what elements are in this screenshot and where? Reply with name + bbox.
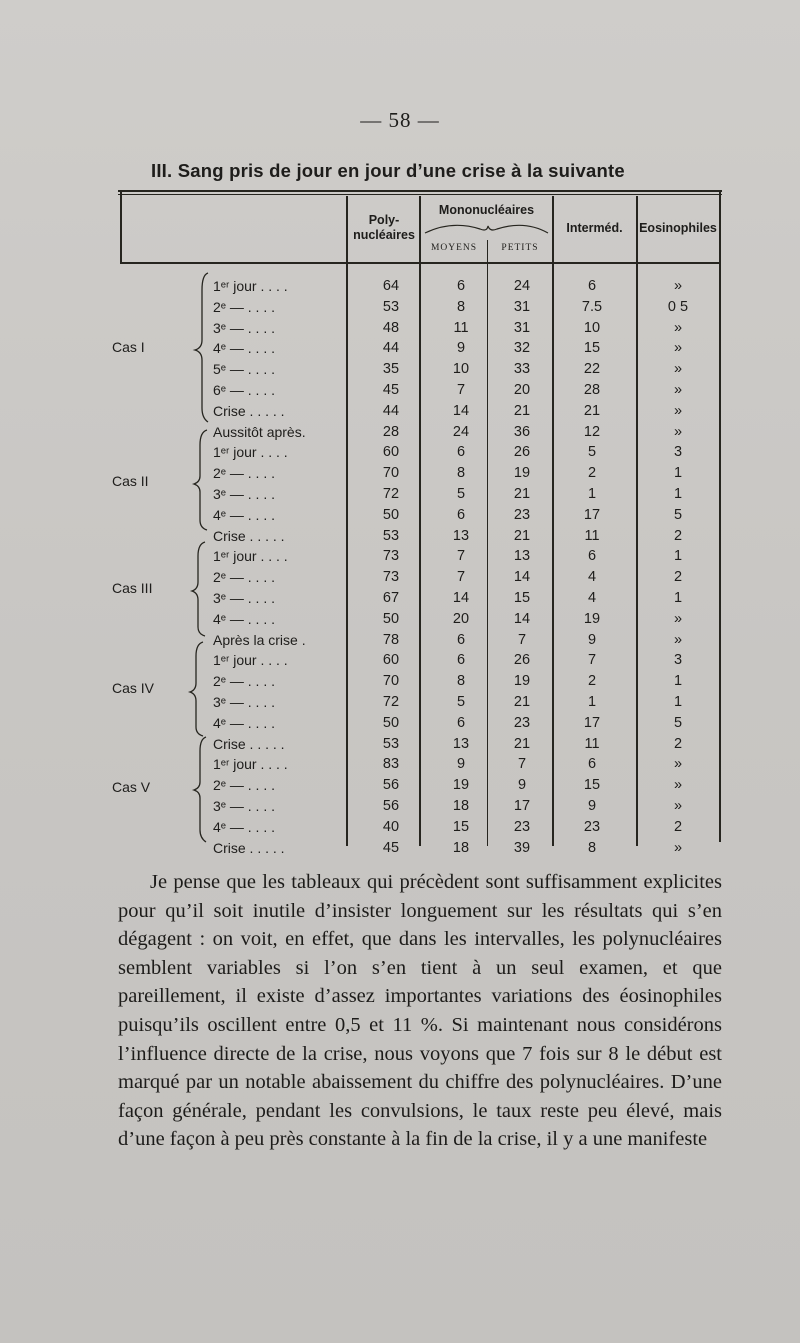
table-row [0,840,800,860]
table-header-rule [122,262,720,264]
cell-moyens: 8 [456,465,466,482]
row-label: Crise . . . . . [213,839,285,856]
cell-intermed: 6 [587,278,597,294]
cell-eosino: » [673,423,683,440]
cell-poly: 44 [382,340,400,357]
cell-petits: 31 [513,319,531,336]
cell-poly: 70 [382,465,400,482]
row-label: 3ᵉ — . . . . [213,590,275,606]
cell-intermed: 10 [583,319,601,336]
table-row [0,819,800,839]
row-label: 4ᵉ — . . . . [213,340,275,357]
cell-eosino: 2 [673,735,683,752]
table-row [0,590,800,610]
cell-petits: 32 [513,340,531,357]
row-label: Crise . . . . . [213,402,285,419]
cell-moyens: 6 [456,278,466,294]
cell-poly: 60 [382,444,400,461]
cell-moyens: 14 [452,590,470,606]
row-label: 2ᵉ — . . . . [213,465,275,482]
cell-eosino: » [673,777,683,794]
cell-moyens: 20 [452,610,470,627]
header-poly-line2: nucléaires [353,228,415,242]
table-left-border [120,192,122,264]
cell-poly: 56 [382,798,400,814]
body-paragraph [118,868,722,1154]
cell-moyens: 8 [456,298,466,315]
cell-moyens: 9 [456,340,466,357]
cell-intermed: 11 [584,735,600,752]
table-row [0,444,800,464]
cell-moyens: 24 [452,423,470,440]
case-label: Cas IV [112,680,155,696]
cell-eosino: 2 [673,569,683,586]
cell-eosino: 3 [673,652,683,669]
page-number: — 58 — [360,108,440,132]
cell-moyens: 13 [452,735,470,752]
cell-moyens: 6 [456,444,466,461]
cell-petits: 9 [517,777,527,794]
cell-eosino: » [673,756,683,773]
cell-petits: 7 [517,631,527,648]
case-label: Cas III [112,580,153,596]
row-label: Crise . . . . . [213,527,285,544]
cell-intermed: 17 [583,506,601,523]
cell-petits: 21 [513,402,531,419]
cell-eosino: » [673,631,683,648]
cell-petits: 26 [513,652,531,669]
cell-eosino: 5 [673,714,683,731]
table-row [0,569,800,589]
table-row [0,424,800,444]
cell-eosino: 5 [673,506,683,523]
cell-intermed: 4 [587,590,597,606]
table-row [0,673,800,693]
cell-eosino: » [673,361,683,378]
case-label: Cas V [112,779,151,795]
cell-intermed: 28 [583,382,601,398]
table-row [0,361,800,381]
cell-poly: 78 [382,631,400,648]
cell-intermed: 23 [583,818,601,835]
cell-eosino: 1 [673,590,683,606]
cell-poly: 40 [382,818,400,835]
cell-poly: 45 [382,382,400,398]
cell-intermed: 15 [583,340,601,357]
cell-eosino: 2 [673,818,683,835]
table-row [0,507,800,527]
header-petits: PETITS [501,243,539,253]
cell-eosino: » [673,798,683,814]
table-row [0,777,800,797]
table-row [0,320,800,340]
cell-eosino: 1 [673,465,683,482]
section-title: III. Sang pris de jour en jour d’une crise à la suivante [151,160,625,181]
cell-poly: 44 [382,402,400,419]
cell-petits: 14 [513,610,531,627]
cell-poly: 28 [382,423,400,440]
cell-moyens: 14 [452,402,470,419]
cell-eosino: 0 5 [667,298,689,315]
table-top-rule [118,190,722,192]
cell-petits: 31 [513,298,531,315]
cell-moyens: 6 [456,631,466,648]
cell-intermed: 1 [587,694,597,710]
row-label: 3ᵉ — . . . . [213,694,275,710]
table-row [0,611,800,631]
paragraph-text: Je pense que les tableaux qui précèdent sont suffisamment explicites pour qu’il soit inutile d’insister longuement sur les résultats qui s’en dégagent : on voit, en effet, que dans les intervalles, les polynucléaires semblent variables si l’on s’en tient à un seul examen, et que pareillement, il existe d’assez importantes variations des éosinophiles puisqu’ils oscillent entre 0,5 et 11 %. Si maintenant nous considérons l’influence directe de la crise, nous voyons que 7 fois sur 8 le début est marqué par un notable abaissement du chiffre des polynucléaires. D’une façon générale, pendant les convulsions, le taux reste peu élevé, mais d’une façon à peu près constante à la fin de la crise, il y a une manifeste [118,871,722,1151]
table-row [0,652,800,672]
cell-poly: 53 [382,735,400,752]
cell-moyens: 7 [456,382,466,398]
row-label: Crise . . . . . [213,735,285,752]
table-row [0,715,800,735]
cell-eosino: 2 [673,527,683,544]
cell-poly: 50 [382,714,400,731]
cell-intermed: 9 [587,798,597,814]
row-label: 2ᵉ — . . . . [213,673,275,690]
row-label: 3ᵉ — . . . . [213,319,275,336]
cell-moyens: 8 [456,673,466,690]
cell-petits: 15 [513,590,531,606]
cell-petits: 21 [513,486,531,502]
cell-petits: 17 [513,798,531,814]
table-row [0,694,800,714]
header-eosino: Eosinophiles [639,221,717,235]
cell-poly: 53 [382,527,400,544]
cell-eosino: » [673,319,683,336]
cell-poly: 64 [382,278,400,294]
header-poly [349,213,419,243]
cell-intermed: 12 [583,423,601,440]
cell-eosino: 3 [673,444,683,461]
cell-poly: 45 [382,839,400,856]
table-row [0,528,800,548]
cell-eosino: » [673,340,683,357]
cell-petits: 23 [513,714,531,731]
case-label: Cas I [112,339,145,355]
table-row [0,382,800,402]
cell-intermed: 9 [587,631,597,648]
cell-poly: 60 [382,652,400,669]
row-label: 1ᵉʳ jour . . . . [213,278,288,294]
cell-poly: 70 [382,673,400,690]
table-top-rule-inner [118,194,722,195]
cell-petits: 23 [513,506,531,523]
row-label: 4ᵉ — . . . . [213,610,275,627]
cell-moyens: 5 [456,694,466,710]
cell-moyens: 19 [452,777,470,794]
cell-intermed: 21 [583,402,601,419]
cell-intermed: 1 [587,486,597,502]
cell-petits: 24 [513,278,531,294]
cell-moyens: 7 [456,548,466,565]
row-label: 4ᵉ — . . . . [213,714,275,731]
cell-petits: 36 [513,423,531,440]
cell-petits: 14 [513,569,531,586]
table-row [0,278,800,298]
row-label: 4ᵉ — . . . . [213,818,275,835]
cell-eosino: 1 [673,486,683,502]
row-label: 1ᵉʳ jour . . . . [213,548,288,565]
row-label: 2ᵉ — . . . . [213,569,275,586]
row-label: Aussitôt après. [213,423,306,440]
table-row [0,340,800,360]
cell-intermed: 8 [587,839,597,856]
cell-intermed: 6 [587,548,597,565]
cell-intermed: 19 [583,610,601,627]
cell-petits: 21 [513,694,531,710]
row-label: 2ᵉ — . . . . [213,298,275,315]
cell-poly: 72 [382,486,400,502]
cell-eosino: » [673,382,683,398]
case-label: Cas II [112,473,149,489]
cell-intermed: 15 [583,777,601,794]
cell-intermed: 7.5 [581,298,603,315]
table-row [0,798,800,818]
cell-poly: 73 [382,548,400,565]
cell-eosino: » [673,278,683,294]
table-row [0,632,800,652]
cell-eosino: 1 [673,694,683,710]
cell-poly: 73 [382,569,400,586]
table-row [0,548,800,568]
cell-intermed: 6 [587,756,597,773]
cell-intermed: 5 [587,444,597,461]
cell-poly: 67 [382,590,400,606]
header-poly-line1: Poly- [368,213,400,227]
cell-intermed: 2 [587,465,597,482]
cell-poly: 72 [382,694,400,710]
cell-poly: 48 [382,319,400,336]
cell-petits: 19 [513,465,531,482]
cell-intermed: 7 [587,652,597,669]
cell-eosino: 1 [673,673,683,690]
row-label: Après la crise . [213,631,306,648]
cell-poly: 35 [382,361,400,378]
table-row [0,403,800,423]
cell-moyens: 6 [456,714,466,731]
cell-intermed: 2 [587,673,597,690]
row-label: 3ᵉ — . . . . [213,486,275,502]
cell-poly: 83 [382,756,400,773]
cell-moyens: 7 [456,569,466,586]
row-label: 1ᵉʳ jour . . . . [213,444,288,461]
cell-poly: 50 [382,506,400,523]
cell-moyens: 13 [452,527,470,544]
cell-eosino: » [673,839,683,856]
cell-eosino: 1 [673,548,683,565]
table-row [0,486,800,506]
cell-moyens: 18 [452,839,470,856]
cell-poly: 56 [382,777,400,794]
row-label: 1ᵉʳ jour . . . . [213,756,288,773]
cell-moyens: 5 [456,486,466,502]
header-moyens: MOYENS [430,243,478,253]
row-label: 6ᵉ — . . . . [213,382,275,398]
cell-eosino: » [673,610,683,627]
cell-poly: 50 [382,610,400,627]
cell-moyens: 15 [452,818,470,835]
table-row [0,756,800,776]
cell-moyens: 6 [456,506,466,523]
cell-petits: 20 [513,382,531,398]
cell-petits: 19 [513,673,531,690]
header-mono: Mononucléaires [438,203,535,217]
cell-petits: 39 [513,839,531,856]
table-row [0,465,800,485]
cell-intermed: 17 [583,714,601,731]
row-label: 4ᵉ — . . . . [213,506,275,523]
cell-moyens: 11 [453,319,469,336]
row-label: 1ᵉʳ jour . . . . [213,652,288,669]
row-label: 5ᵉ — . . . . [213,361,275,378]
header-intermed: Interméd. [566,221,623,235]
cell-intermed: 11 [584,527,600,544]
cell-petits: 21 [513,527,531,544]
cell-petits: 7 [517,756,527,773]
cell-eosino: » [673,402,683,419]
cell-moyens: 6 [456,652,466,669]
table-row [0,736,800,756]
row-label: 2ᵉ — . . . . [213,777,275,794]
cell-intermed: 22 [583,361,601,378]
cell-moyens: 18 [452,798,470,814]
cell-petits: 26 [513,444,531,461]
cell-moyens: 10 [452,361,470,378]
table-row [0,299,800,319]
cell-petits: 21 [513,735,531,752]
cell-petits: 23 [513,818,531,835]
cell-poly: 53 [382,298,400,315]
cell-moyens: 9 [456,756,466,773]
row-label: 3ᵉ — . . . . [213,798,275,814]
cell-petits: 33 [513,361,531,378]
cell-intermed: 4 [587,569,597,586]
cell-petits: 13 [513,548,531,565]
